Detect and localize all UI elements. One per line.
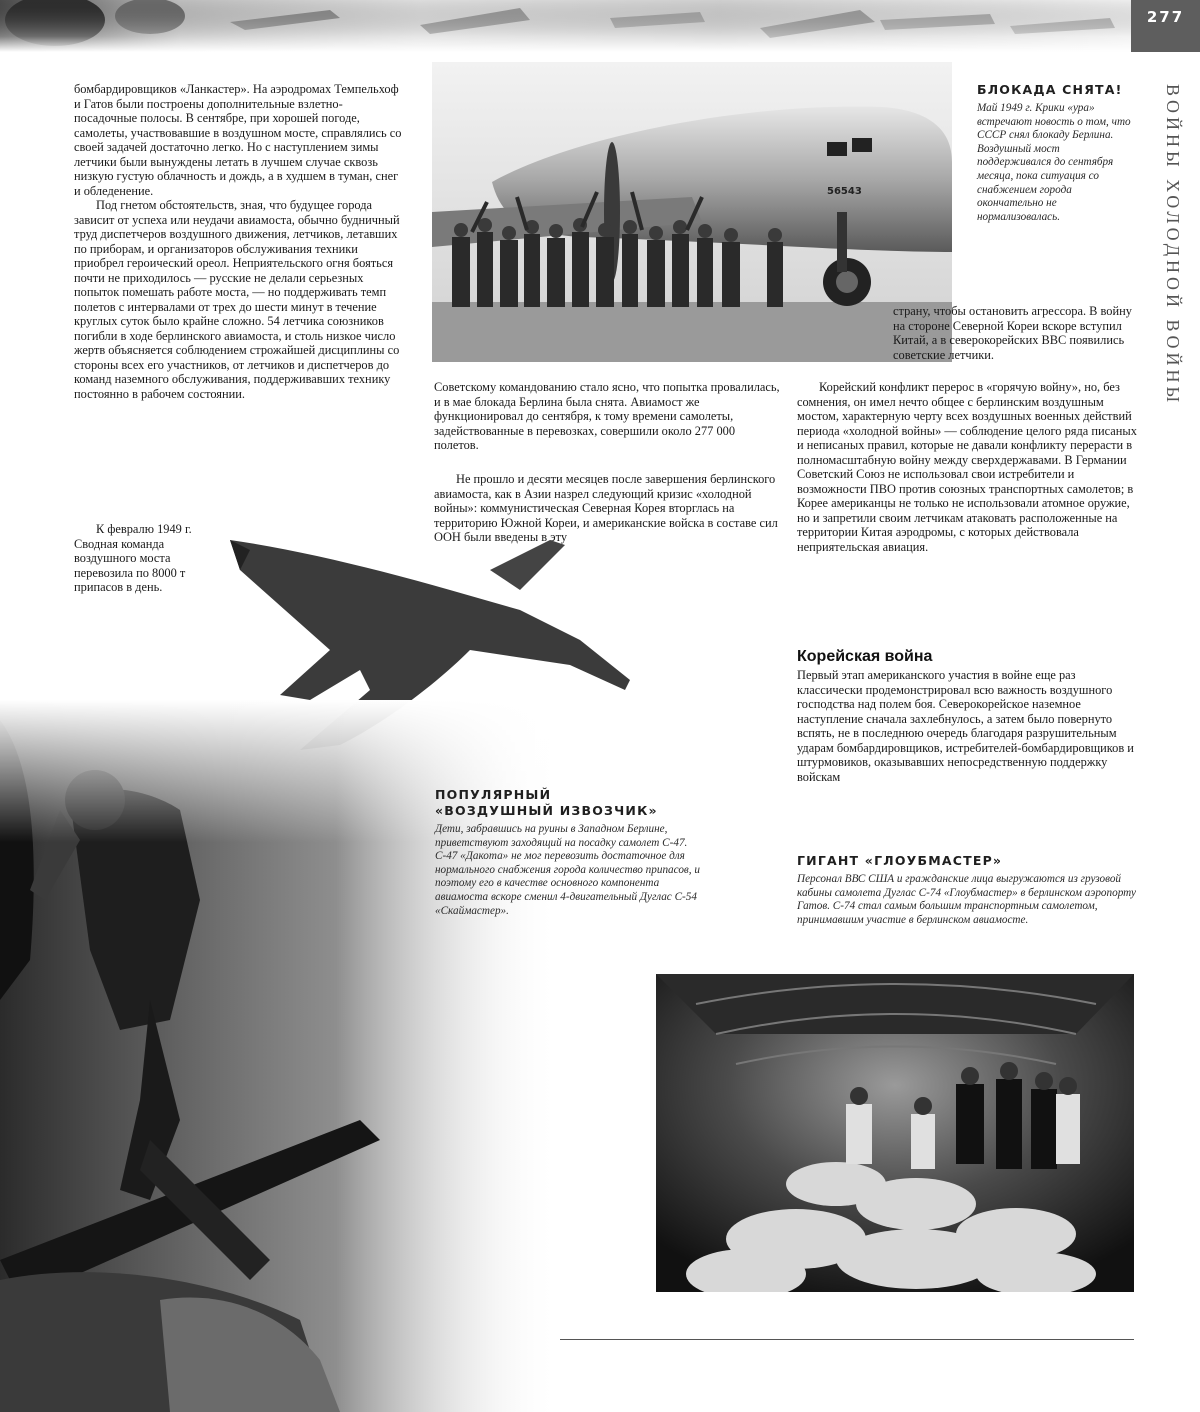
bottom-rule bbox=[560, 1339, 1134, 1340]
col2-paragraph-2: Не прошло и десяти месяцев после завершения берлинского авиамоста, как в Азии назрел следующий кризис «холодной войны»: коммунистическая Северная Корея вторглась на территорию Южной Кореи, и американские войска в составе сил ООН были введены в эту bbox=[434, 472, 778, 544]
side-title: ВОЙНЫ ХОЛОДНОЙ ВОЙНЫ bbox=[1163, 84, 1183, 407]
col1-paragraph-3: К февралю 1949 г. Сводная команда воздушного моста перевозила по 8000 т припасов в день. bbox=[74, 522, 192, 594]
korea-paragraph: Первый этап американского участия в войне еще раз классически продемонстрировал всю важность воздушного господства над полем боя. Северокорейское наземное наступление сначала захлебнулось, а затем было повернуто вспять, не в последнюю очередь благодаря разрушительным ударам бомбардировщиков, истребителей-бомбардировщиков и штурмовиков, оказывавших непосредственную поддержку войскам bbox=[797, 668, 1134, 784]
col1-paragraph-1: бомбардировщиков «Ланкастер». На аэродромах Темпельхоф и Гатов были построены дополнительные взлетно-посадочные полосы. В сентябре, при хорошей погоде, самолеты, участвовавшие в воздушном мосте, справлялись со своей задачей достаточно легко. Но с наступлением зимы летчики были вынуждены летать в лучшем случае сквозь низкую густую облачность и дождь, а в худшем в туман, снег и обледенение. bbox=[74, 82, 402, 198]
col3-paragraph-2: Корейский конфликт перерос в «горячую войну», но, без сомнения, он имел нечто общее с берлинским воздушным мостом, характерную черту всех воздушных военных действий периода «холодной войны» — соблюдение целого ряда писаных и неписаных правил, которые не давали конфликту перерасти в полномасштабную войну между сверхдержавами. В Германии Советский Союз не использовал свои истребители и возможности ПВО против союзных транспортных самолетов; в Корее американцы не только не использовали атомное оружие, но и запретили своим летчикам атаковать расположенные на территории Китая аэродромы, с которых действовала неприятельская авиация. bbox=[797, 380, 1137, 554]
caption-popular bbox=[435, 787, 700, 918]
caption-popular-title-line2: «ВОЗДУШНЫЙ ИЗВОЗЧИК» bbox=[435, 803, 658, 818]
caption-popular-title-line1: ПОПУЛЯРНЫЙ bbox=[435, 787, 552, 802]
col2-paragraph-1: Советскому командованию стало ясно, что попытка провалилась, и в мае блокада Берлина была снята. Авиамост же функционировал до сентября, к тому времени самолеты, задействованные в перевозках, совершили около 277 000 полетов. bbox=[434, 380, 780, 452]
header-collage-image bbox=[0, 0, 1200, 52]
column-3b bbox=[797, 380, 1137, 554]
caption-blockade-title: БЛОКАДА СНЯТА! bbox=[977, 82, 1123, 97]
photo-blockade-lifted bbox=[432, 62, 952, 362]
korea-heading: Корейская война bbox=[797, 648, 933, 665]
col3-paragraph-1: страну, чтобы остановить агрессора. В войну на стороне Северной Кореи вскоре вступил Китай, а в северокорейских ВВС появились советские летчики. bbox=[893, 304, 1132, 362]
caption-blockade-text: Май 1949 г. Крики «ура» встречают новость о том, что СССР снял блокаду Берлина. Воздушный мост поддерживался до сентября месяца, пока ситуация со снабжением города окончательно не нормализовалась. bbox=[977, 102, 1131, 223]
korea-section bbox=[797, 648, 1137, 784]
column-3 bbox=[893, 304, 1133, 362]
column-2 bbox=[434, 380, 780, 453]
aircraft-serial-number: 56543 bbox=[827, 186, 862, 197]
caption-giant-text: Персонал ВВС США и гражданские лица выгружаются из грузовой кабины самолета Дуглас С-74 «Глоубмастер» в берлинском аэропорту Гатов. С-74 стал самым большим транспортным самолетом, принимавшим участие в берлинском авиамосте. bbox=[797, 873, 1136, 926]
globemaster-cargo-image bbox=[656, 974, 1134, 1292]
caption-giant bbox=[797, 853, 1137, 927]
page-number: 277 bbox=[1146, 8, 1185, 26]
caption-blockade bbox=[977, 82, 1135, 224]
col1-paragraph-2: Под гнетом обстоятельств, зная, что будущее города зависит от успеха или неудачи авиамоста, обычно будничный труд диспетчеров воздушного движения, летчиков, летавших по приборам, и организаторов обслуживания техники приобрел героический ореол. Неприятельского огня бояться почти не приходилось — русские не делали серьезных попыток помешать работе моста, — но поддерживать темп полетов с интервалами от трех до шести минут в течение круглых суток было крайне сложно. 54 летчика союзников погибли в ходе берлинского авиамоста, и столь низкое число жертв объясняется соблюдением строжайшей дисциплины со стороны всех его участников, от летчиков и диспетчеров до команд наземного обслуживания, поддерживавших технику постоянно в рабочем состоянии. bbox=[74, 198, 400, 401]
photo-globemaster-cargo bbox=[656, 974, 1134, 1292]
column-1 bbox=[74, 82, 404, 401]
col1-short-paragraph bbox=[74, 522, 204, 595]
caption-popular-text: Дети, забравшись на руины в Западном Берлине, приветствуют заходящий на посадку самолет С-47. С-47 «Дакота» не мог перевозить достаточное для нормального снабжения города количество припасов, и поэтому его в качестве основного компонента авиамоста вскоре сменил 4-двигательный Дуглас С-54 «Скаймастер». bbox=[435, 823, 700, 917]
header-strip bbox=[0, 0, 1200, 52]
page-number-box bbox=[1131, 0, 1200, 52]
caption-giant-title: ГИГАНТ «ГЛОУБМАСТЕР» bbox=[797, 853, 1003, 868]
blockade-photo-image bbox=[432, 62, 952, 362]
